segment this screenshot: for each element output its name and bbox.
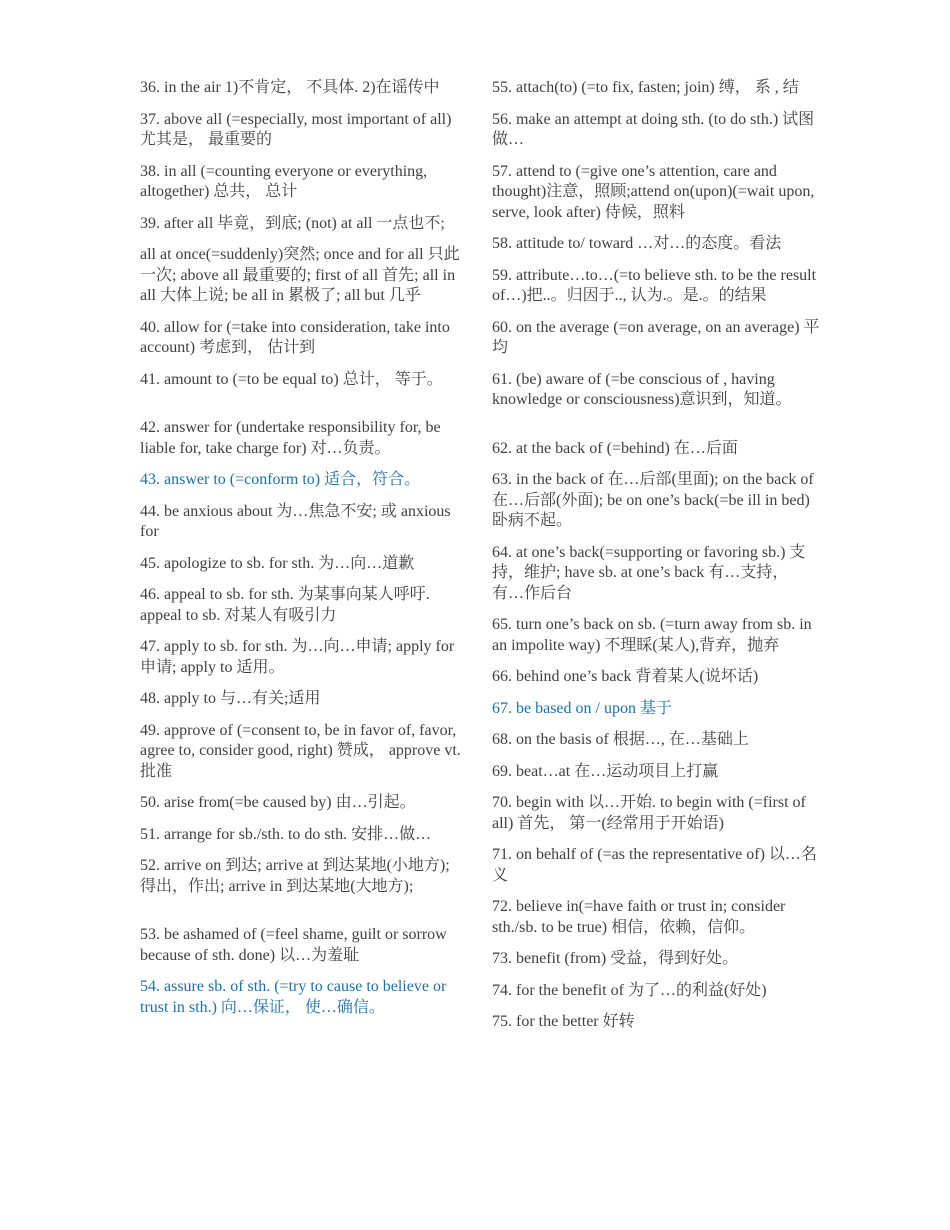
- list-item: 48. apply to 与…有关;适用: [140, 690, 321, 707]
- list-item: 36. in the air 1)不肯定， 不具体. 2)在谣传中: [140, 79, 440, 96]
- list-item: 62. at the back of (=behind) 在…后面: [492, 439, 738, 457]
- list-item: 42. answer for (undertake responsibility for, be liable for, take charge for) 对…负责。: [140, 419, 441, 457]
- list-item: 39. after all 毕竟，到底; (not) at all 一点也不;: [140, 214, 445, 232]
- list-item: 44. be anxious about 为…焦急不安; 或 anxious for: [140, 502, 451, 540]
- list-item: 66. behind one’s back 背着某人(说坏话): [492, 668, 759, 685]
- list-item: 49. approve of (=consent to, be in favor of, favor, agree to, consider good, right) 赞成， approve vt. 批准: [140, 721, 461, 780]
- list-item: 74. for the benefit of 为了…的利益(好处): [492, 981, 767, 999]
- highlighted-list-item: 54. assure sb. of sth. (=try to cause to believe or trust in sth.) 向…保证， 使…确信。: [140, 978, 447, 1016]
- list-item: 52. arrive on 到达; arrive at 到达某地(小地方);得出，作出; arrive in 到达某地(大地方);: [140, 857, 450, 895]
- list-item: 40. allow for (=take into consideration, take into account) 考虑到， 估计到: [140, 318, 450, 356]
- highlighted-list-item: 43. answer to (=conform to) 适合，符合。: [140, 471, 421, 488]
- list-item: 69. beat…at 在…运动项目上打赢: [492, 762, 719, 780]
- list-item: 51. arrange for sb./sth. to do sth. 安排…做…: [140, 825, 432, 843]
- list-item: 73. benefit (from) 受益，得到好处。: [492, 950, 739, 967]
- list-item: 53. be ashamed of (=feel shame, guilt or sorrow because of sth. done) 以…为羞耻: [140, 926, 447, 964]
- list-item: 71. on behalf of (=as the representative of) 以…名义: [492, 846, 817, 884]
- list-item: all at once(=suddenly)突然; once and for all 只此一次; above all 最重要的; first of all 首先; all in all 大体上说; be all in 累极了; all but 几乎: [140, 246, 460, 304]
- list-item: 56. make an attempt at doing sth. (to do sth.) 试图做…: [492, 110, 815, 148]
- list-item: 75. for the better 好转: [492, 1013, 635, 1030]
- list-item: 65. turn one’s back on sb. (=turn away from sb. in an impolite way) 不理睬(某人),背弃，抛弃: [492, 616, 812, 654]
- list-item: 47. apply to sb. for sth. 为…向…申请; apply for 申请; apply to 适用。: [140, 638, 455, 676]
- list-item: 64. at one’s back(=supporting or favoring sb.) 支持，维护; have sb. at one’s back 有…支持， 有…作后台: [492, 543, 806, 602]
- highlighted-list-item: 67. be based on / upon 基于: [492, 699, 672, 717]
- list-item: 59. attribute…to…(=to believe sth. to be the result of…)把..。归因于.., 认为.。是.。的结果: [492, 266, 817, 304]
- list-item: 60. on the average (=on average, on an average) 平均: [492, 318, 820, 356]
- list-item: 61. (be) aware of (=be conscious of , having knowledge or consciousness)意识到，知道。: [492, 370, 792, 408]
- right-column: [492, 78, 822, 1044]
- left-column: [140, 78, 465, 1029]
- list-item: 55. attach(to) (=to fix, fasten; join) 缚， 系 , 结: [492, 79, 799, 96]
- list-item: 50. arise from(=be caused by) 由…引起。: [140, 794, 416, 811]
- list-item: 45. apologize to sb. for sth. 为…向…道歉: [140, 554, 415, 572]
- list-item: 41. amount to (=to be equal to) 总计， 等于。: [140, 370, 443, 388]
- list-item: 46. appeal to sb. for sth. 为某事向某人呼吁. appeal to sb. 对某人有吸引力: [140, 586, 430, 624]
- list-item: 58. attitude to/ toward …对…的态度。看法: [492, 235, 782, 252]
- list-item: 57. attend to (=give one’s attention, care and thought)注意，照顾;attend on(upon)(=wait upon, serve, look after) 侍候，照料: [492, 162, 815, 221]
- list-item: 37. above all (=especially, most important of all) 尤其是， 最重要的: [140, 110, 452, 148]
- list-item: 68. on the basis of 根据…, 在…基础上: [492, 731, 749, 748]
- list-item: 70. begin with 以…开始. to begin with (=first of all) 首先， 第一(经常用于开始语): [492, 794, 806, 832]
- list-item: 63. in the back of 在…后部(里面); on the back of 在…后部(外面); be on one’s back(=be ill in bed) 卧病不起。: [492, 471, 814, 529]
- list-item: 38. in all (=counting everyone or everything, altogether) 总共， 总计: [140, 162, 428, 200]
- list-item: 72. believe in(=have faith or trust in; consider sth./sb. to be true) 相信，依赖，信仰。: [492, 898, 786, 936]
